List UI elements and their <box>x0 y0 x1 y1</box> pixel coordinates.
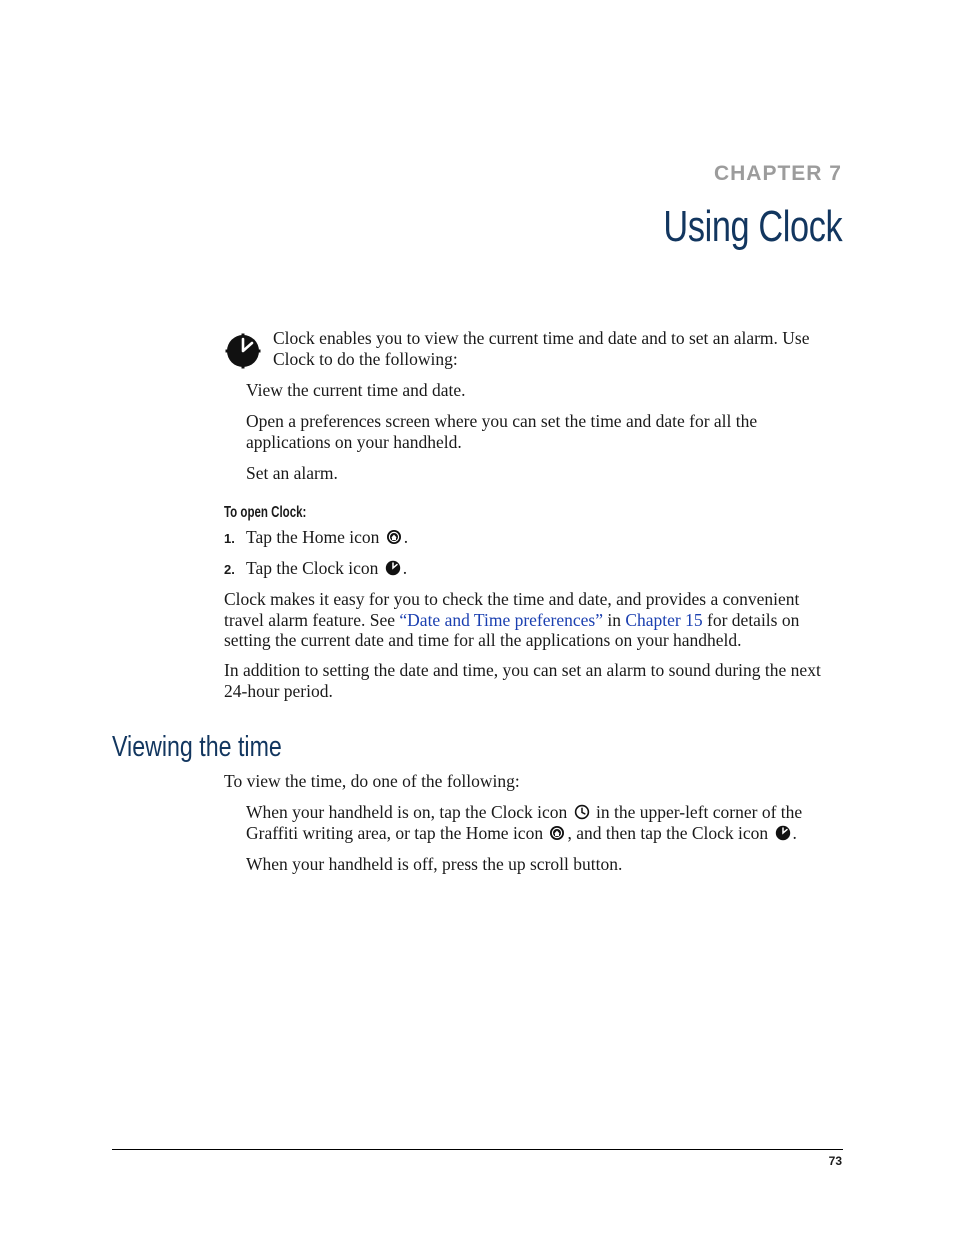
text-run: . <box>792 822 797 843</box>
text-run: in <box>602 609 626 630</box>
body-paragraph: In addition to setting the date and time, you can set an alarm to sound during the next 24-hour period. <box>224 660 821 701</box>
step-text-after: . <box>402 558 408 578</box>
home-icon <box>549 825 565 841</box>
list-item: Set an alarm. <box>246 463 338 483</box>
text-run: , and then tap the Clock icon <box>567 822 769 843</box>
text-run: for details on setting the current date and time for all the applications on your handheld. <box>224 609 800 650</box>
step-number: 2. <box>224 562 235 577</box>
body-paragraph <box>224 589 843 651</box>
clock-app-icon <box>775 825 791 841</box>
step-text-before: Tap the Home icon <box>246 527 380 547</box>
text-run: Clock makes it easy for you to check the time and date, and provides a convenient travel alarm feature. See <box>224 589 800 630</box>
clock-app-icon <box>225 333 261 369</box>
date-time-preferences-link[interactable]: “Date and Time preferences” <box>399 609 603 630</box>
footer-rule <box>112 1149 843 1150</box>
home-icon <box>386 529 402 545</box>
list-item: View the current time and date. <box>246 380 466 400</box>
intro-text: Clock enables you to view the current time and date and to set an alarm. Use Clock to do the following: <box>273 328 810 369</box>
clock-outline-icon <box>574 804 590 820</box>
list-item <box>246 802 843 843</box>
chapter-15-link[interactable]: Chapter 15 <box>625 609 703 630</box>
page-number: 73 <box>828 1154 842 1168</box>
step-text <box>246 527 843 548</box>
section-lead: To view the time, do one of the following: <box>224 771 520 791</box>
step-number: 1. <box>224 531 235 546</box>
text-run: in the upper-left corner of the Graffiti writing area, or tap the Home icon <box>246 802 803 843</box>
text-run: When your handheld is on, tap the Clock icon <box>246 802 568 822</box>
clock-app-icon <box>385 560 401 576</box>
step-text-after: . <box>403 527 409 547</box>
step-text <box>246 558 843 579</box>
list-item: Open a preferences screen where you can set the time and date for all the applications on your handheld. <box>246 411 758 452</box>
list-item: When your handheld is off, press the up scroll button. <box>246 854 623 874</box>
procedure-heading: To open Clock: <box>224 504 307 521</box>
section-title: Viewing the time <box>112 731 282 763</box>
chapter-title: Using Clock <box>663 202 842 251</box>
chapter-label: CHAPTER 7 <box>713 162 842 185</box>
step-text-before: Tap the Clock icon <box>246 558 379 578</box>
